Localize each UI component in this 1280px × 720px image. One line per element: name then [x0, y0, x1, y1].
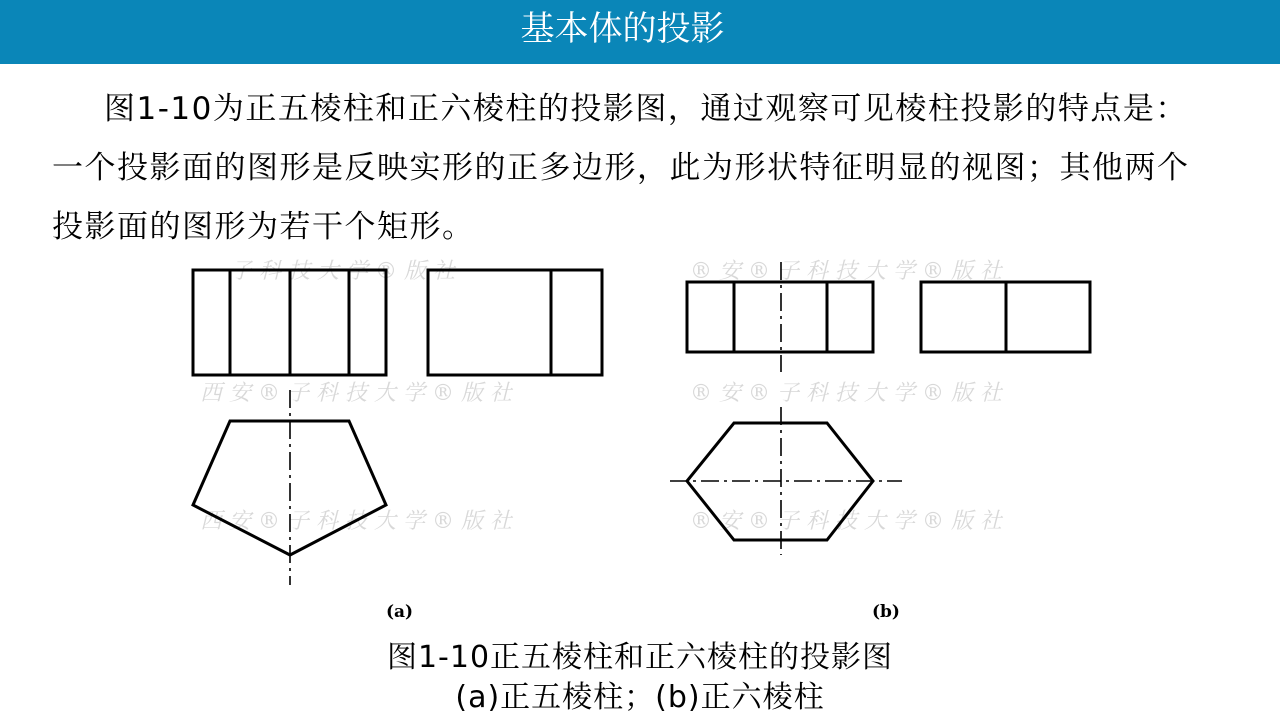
svg-text:西 安 ® 子 科 技 大 学 ® 版 社: 西 安 ® 子 科 技 大 学 ® 版 社 — [200, 381, 512, 406]
label-b: (b) — [872, 602, 900, 622]
title-bar — [0, 0, 1280, 64]
figure-subcaption: (a)正五棱柱；(b)正六棱柱 — [455, 680, 825, 715]
pentagon-side-view — [428, 270, 602, 375]
pentagon-front-view — [193, 270, 386, 375]
svg-text:® 安 ® 子 科 技 大 学 ® 版 社: ® 安 ® 子 科 技 大 学 ® 版 社 — [690, 381, 1002, 406]
projection-figure — [0, 255, 1280, 635]
slide-title: 基本体的投影 — [520, 9, 725, 49]
svg-text:® 安 ® 子 科 技 大 学 ® 版 社: ® 安 ® 子 科 技 大 学 ® 版 社 — [690, 259, 1002, 284]
svg-text:子 科 技 大 学 ® 版 社: 子 科 技 大 学 ® 版 社 — [230, 259, 455, 284]
body-paragraph: 图1-10为正五棱柱和正六棱柱的投影图，通过观察可见棱柱投影的特点是：一个投影面的图形是反映实形的正多边形，此为形状特征明显的视图；其他两个投影面的图形为若干个矩形。 — [52, 91, 1190, 245]
label-a: (a) — [386, 602, 414, 622]
hexagon-front-view — [687, 282, 873, 352]
hexagon-side-view — [921, 282, 1090, 352]
figure-caption: 图1-10正五棱柱和正六棱柱的投影图 — [386, 640, 894, 675]
svg-text:® 安 ® 子 科 技 大 学 ® 版 社: ® 安 ® 子 科 技 大 学 ® 版 社 — [690, 509, 1002, 534]
svg-text:西 安 ® 子 科 技 大 学 ® 版 社: 西 安 ® 子 科 技 大 学 ® 版 社 — [200, 509, 512, 534]
